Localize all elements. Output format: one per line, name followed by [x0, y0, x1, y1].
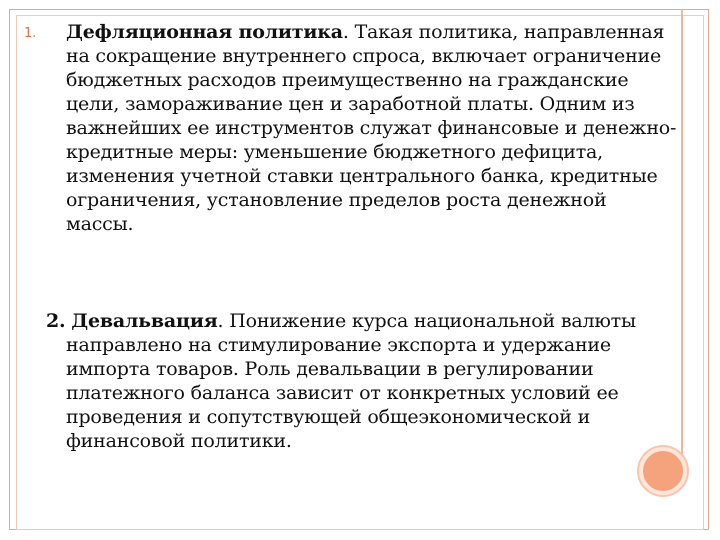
term-heading: Девальвация: [71, 310, 218, 332]
term-suffix: .: [217, 310, 224, 332]
paragraph-body: Такая политика, направленная на сокращение внутреннего спроса, включает ограничение бюджетных расходов преимущественно на гражданские цели, замораживание цен и заработной платы. Одним из важнейших ее инструментов служат финансовые и денежно-кредитные меры: уменьшение бюджетного дефицита, изменения учетной ставки центрального банка, кредитные ограничения, установление пределов роста денежной массы.: [66, 21, 677, 235]
list-item-devaluation: [46, 309, 666, 453]
list-item-deflation: [24, 20, 678, 236]
list-marker: 1.: [24, 26, 37, 41]
list-marker: 2.: [46, 310, 66, 332]
term-suffix: .: [342, 21, 349, 43]
paragraph-body: Понижение курса национальной валюты направлено на стимулирование экспорта и удержание импорта товаров. Роль девальвации в регулировании платежного баланса зависит от конкретных условий ее проведения и сопутствующей общеэкономической и финансовой политики.: [66, 310, 636, 452]
paragraph-text: [66, 20, 678, 236]
term-heading: Дефляционная политика: [66, 21, 343, 43]
